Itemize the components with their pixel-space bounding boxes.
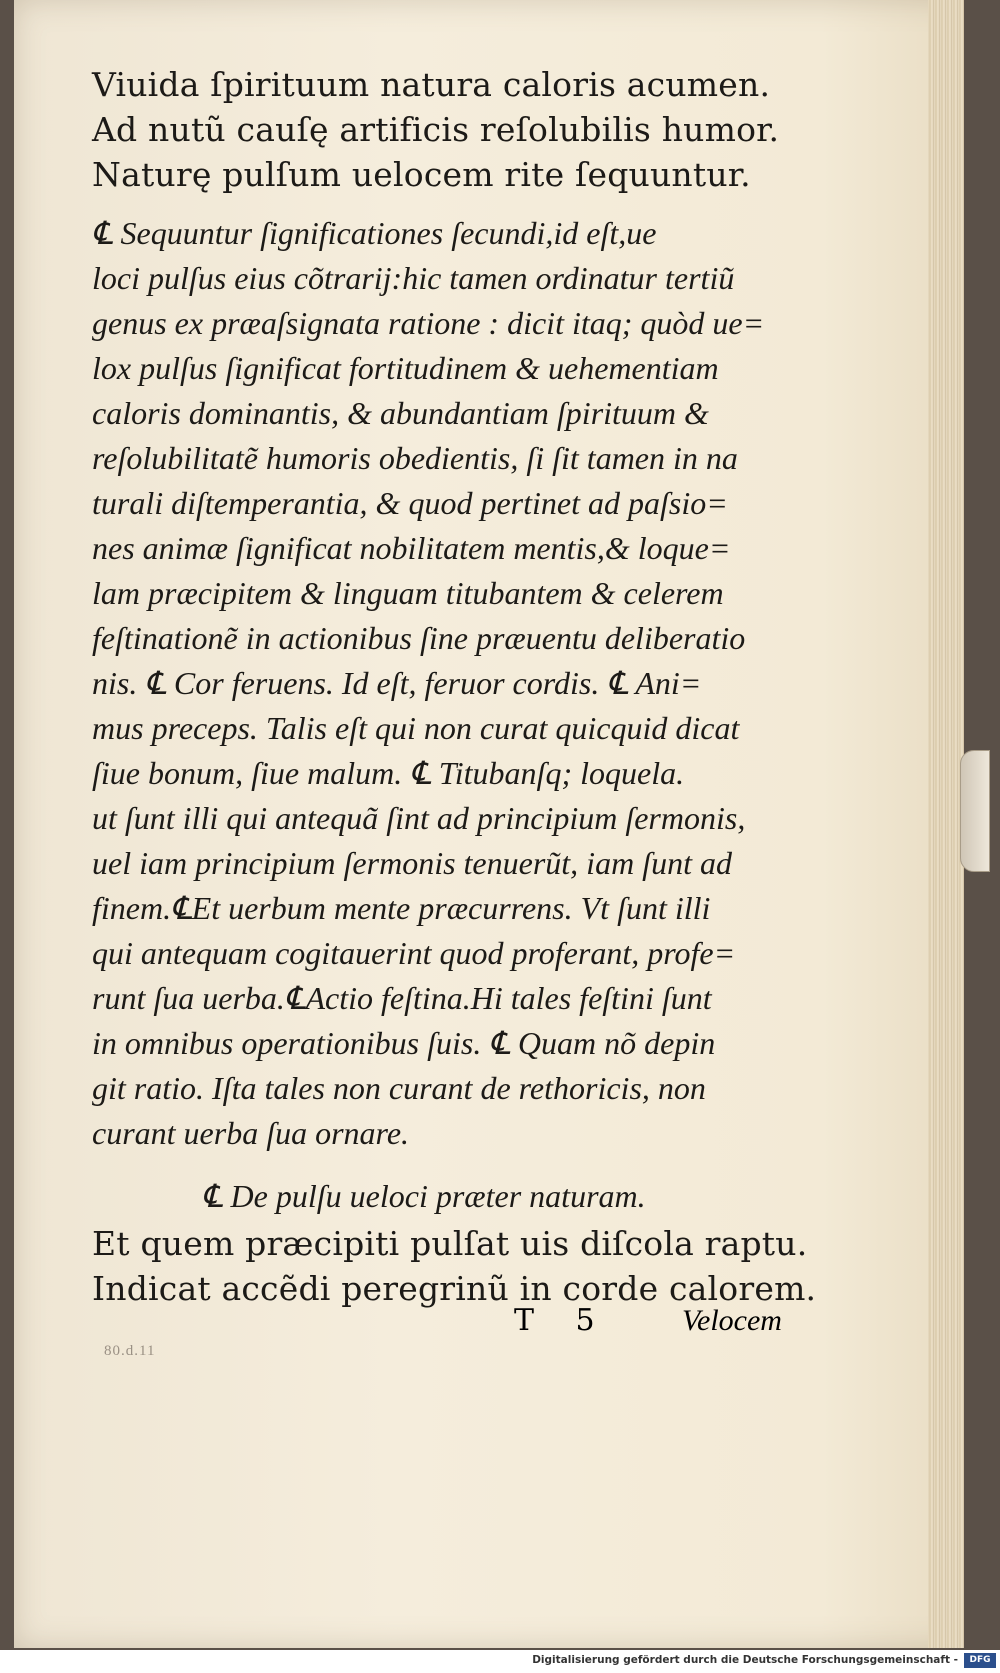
page-edge (928, 0, 964, 1648)
verse-line: Ad nutũ cauſę artificis reſolubilis humor. (92, 110, 780, 149)
signature-mark: T 5 (514, 1303, 611, 1338)
commentary (92, 211, 812, 1156)
commentary-line: ſiue bonum, ſiue malum. ℄ Titubanſq; loquela. (92, 755, 685, 791)
commentary-line: nes animæ ſignificat nobilitatem mentis,& loque= (92, 530, 731, 566)
commentary-line: in omnibus operationibus ſuis. ℄ Quam nõ depin (92, 1025, 716, 1061)
verse-line: Indicat accẽdi peregrinũ in corde calorem. (92, 1269, 817, 1308)
commentary-line: finem.℄Et uerbum mente præcurrens. Vt ſunt illi (92, 890, 711, 926)
commentary-line: runt ſua uerba.℄Actio feſtina.Hi tales feſtini ſunt (92, 980, 712, 1016)
commentary-line: mus preceps. Talis eſt qui non curat quicquid dicat (92, 710, 740, 746)
verse-line: Naturę pulſum uelocem rite ſequuntur. (92, 155, 751, 194)
library-stamp: 80.d.11 (104, 1343, 156, 1359)
commentary-line: qui antequam cogitauerint quod proferant, profe= (92, 935, 736, 971)
book-page (14, 0, 964, 1648)
commentary-line: lam præcipitem & linguam titubantem & celerem (92, 575, 724, 611)
commentary-line: reſolubilitatẽ humoris obedientis, ſi ſit tamen in na (92, 440, 738, 476)
commentary-line: curant uerba ſua ornare. (92, 1115, 410, 1151)
verse-top (92, 62, 812, 197)
commentary-line: ℄ Sequuntur ſignificationes ſecundi,id eſt,ue (92, 215, 657, 251)
commentary-line: feſtinationẽ in actionibus ſine præuentu deliberatio (92, 620, 746, 656)
commentary-line: nis. ℄ Cor feruens. Id eſt, feruor cordis. ℄ Ani= (92, 665, 702, 701)
text-block (92, 62, 817, 1311)
section-heading: ℄ De pulſu ueloci præter naturam. (202, 1178, 646, 1214)
footer-credit: Digitalisierung gefördert durch die Deutsche Forschungsgemeinschaft - (532, 1654, 958, 1666)
page-footer-line (14, 1298, 814, 1343)
bookmark-tab (960, 750, 990, 872)
catchword: Velocem (682, 1304, 782, 1337)
verse-line: Viuida ſpirituum natura caloris acumen. (92, 65, 771, 104)
commentary-line: genus ex præaſsignata ratione : dicit itaq; quòd ue= (92, 305, 765, 341)
commentary-line: git ratio. Iſta tales non curant de rethoricis, non (92, 1070, 706, 1106)
commentary-line: ut ſunt illi qui antequã ſint ad principium ſermonis, (92, 800, 746, 836)
dfg-logo-icon: DFG (964, 1653, 996, 1668)
commentary-line: lox pulſus ſignificat fortitudinem & uehementiam (92, 350, 719, 386)
commentary-line: uel iam principium ſermonis tenuerũt, iam ſunt ad (92, 845, 732, 881)
digitization-footer (0, 1650, 1000, 1673)
verse-line: Et quem præcipiti pulſat uis diſcola raptu. (92, 1224, 808, 1263)
commentary-line: loci pulſus eius cõtrarij:hic tamen ordinatur tertiũ (92, 260, 735, 296)
commentary-line: caloris dominantis, & abundantiam ſpirituum & (92, 395, 709, 431)
commentary-line: turali diſtemperantia, & quod pertinet ad paſsio= (92, 485, 728, 521)
